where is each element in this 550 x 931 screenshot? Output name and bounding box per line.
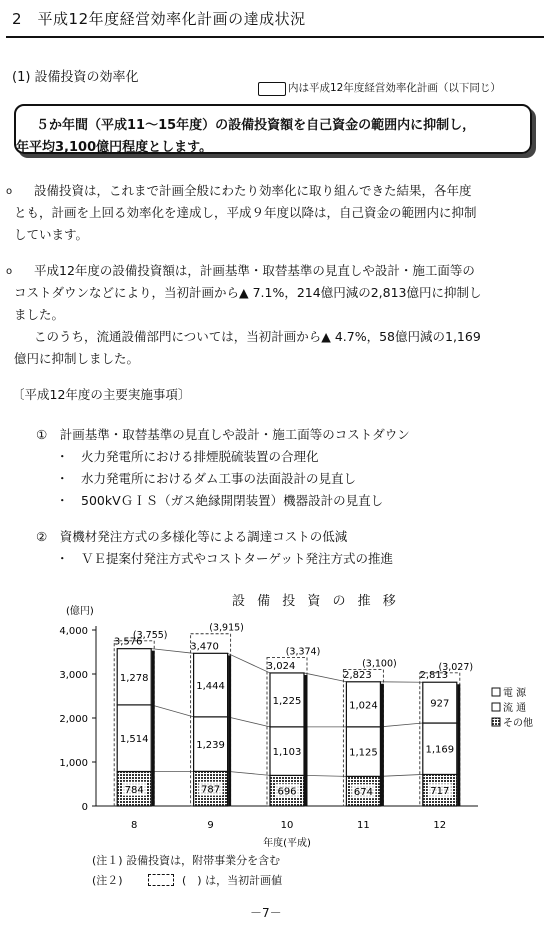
- connector-line: [380, 774, 422, 776]
- goal-line-1: ５か年間（平成11～15年度）の設備投資額を自己資金の範囲内に抑制し，: [36, 118, 476, 133]
- connector-line: [151, 705, 193, 717]
- goal-line-2: 年平均3,100億円程度とします。: [16, 140, 213, 155]
- chart-title: 設 備 投 資 の 推 移: [232, 594, 400, 609]
- plan-label: (3,100): [362, 658, 397, 670]
- measure-1-item: ・ 火力発電所における排煙脱硫装置の合理化: [56, 449, 319, 464]
- title-rule: [6, 36, 544, 38]
- section-heading: (1) 設備投資の効率化: [12, 70, 139, 85]
- data-label: 784: [124, 784, 144, 796]
- data-label: 717: [430, 786, 450, 798]
- bullet-mark: o: [6, 266, 13, 277]
- y-tick-label: 1,000: [59, 758, 88, 769]
- y-tick-label: 4,000: [59, 626, 88, 637]
- total-label: 2,813: [419, 670, 449, 682]
- measure-1-item: ・ 水力発電所におけるダム工事の法面設計の見直し: [56, 471, 357, 486]
- legend-label: 電 源: [503, 688, 527, 699]
- y-tick-label: 0: [81, 802, 88, 813]
- plan-label: (3,755): [132, 629, 168, 641]
- data-label: 1,024: [349, 700, 378, 712]
- data-label: 787: [201, 784, 221, 796]
- total-label: 2,823: [343, 669, 372, 681]
- data-label: 927: [430, 698, 450, 710]
- connector-line: [228, 717, 270, 727]
- connector-line: [304, 673, 346, 682]
- bullet-mark: o: [6, 186, 13, 197]
- y-tick-label: 3,000: [59, 670, 88, 681]
- paragraph-2-line-2: コストダウンなどにより，当初計画から▲ 7.1%，214億円減の2,813億円に抑制し: [14, 285, 482, 300]
- measure-2-item: ・ ＶＥ提案付発注方式やコストターゲット発注方式の推進: [56, 551, 394, 566]
- note-2-suffix: ( ) は，当初計画値: [182, 874, 283, 887]
- total-label: 3,470: [190, 641, 219, 653]
- data-label: 1,278: [119, 672, 149, 684]
- capex-chart: [0, 600, 550, 850]
- paragraph-2-line-4: このうち，流通設備部門については，当初計画から▲ 4.7%，58億円減の1,169: [34, 329, 481, 344]
- data-label: 1,169: [425, 744, 455, 756]
- note-1: (注１) 設備投資は，附帯事業分を含む: [92, 854, 281, 867]
- paragraph-1-line-3: しています。: [14, 227, 89, 242]
- data-label: 1,103: [272, 747, 302, 759]
- legend-swatch: [492, 703, 500, 711]
- y-axis-label: (億円): [66, 606, 94, 617]
- total-label: 3,024: [266, 660, 296, 672]
- connector-line: [151, 649, 193, 654]
- paragraph-1-line-1: 設備投資は，これまで計画全般にわたり効率化に取り組んできた結果，各年度: [34, 183, 472, 198]
- data-label: 696: [277, 786, 297, 798]
- x-tick-label: 11: [357, 820, 370, 831]
- page-number: －7－: [250, 906, 282, 920]
- y-tick-label: 2,000: [59, 714, 88, 725]
- data-label: 1,514: [119, 734, 149, 746]
- x-tick-label: 9: [207, 820, 214, 831]
- data-label: 1,239: [196, 740, 225, 752]
- data-label: 1,444: [196, 681, 225, 693]
- data-label: 1,125: [349, 747, 378, 759]
- page-title: 2 平成12年度経営効率化計画の達成状況: [12, 10, 306, 28]
- connector-line: [380, 723, 422, 727]
- paragraph-2-line-3: ました。: [14, 307, 65, 322]
- legend-swatch: [492, 718, 500, 726]
- x-tick-label: 10: [280, 820, 294, 831]
- connector-line: [228, 653, 270, 673]
- legend-label: 流 通: [503, 703, 527, 714]
- measure-1: ① 計画基準・取替基準の見直しや設計・施工面等のコストダウン: [36, 427, 410, 442]
- x-tick-label: 12: [433, 820, 447, 831]
- x-axis-label: 年度(平成): [263, 838, 311, 849]
- paragraph-1-line-2: とも，計画を上回る効率化を達成し，平成９年度以降は，自己資金の範囲内に抑制: [14, 205, 477, 220]
- plan-label: (3,915): [209, 622, 244, 634]
- paragraph-2-line-1: 平成12年度の設備投資額は，計画基準・取替基準の見直しや設計・施工面等の: [34, 263, 475, 278]
- legend-label: その他: [503, 718, 533, 729]
- total-label: 3,576: [113, 636, 143, 648]
- measure-1-item: ・ 500kVＧＩＳ（ガス絶縁開閉装置）機器設計の見直し: [56, 493, 384, 508]
- plan-legend-text: 内は平成12年度経営効率化計画（以下同じ）: [288, 82, 501, 94]
- plan-legend-box: [258, 82, 286, 96]
- note-2-prefix: (注２): [92, 874, 123, 887]
- measure-2: ② 資機材発注方式の多様化等による調達コストの低減: [36, 529, 348, 544]
- connector-line: [228, 771, 270, 775]
- plan-label: (3,027): [438, 661, 474, 673]
- note-2-dashed-box: [148, 874, 174, 886]
- plan-label: (3,374): [285, 646, 321, 658]
- x-tick-label: 8: [131, 820, 138, 831]
- paragraph-2-line-5: 億円に抑制しました。: [14, 351, 140, 366]
- legend-swatch: [492, 688, 500, 696]
- data-label: 674: [353, 787, 373, 799]
- connector-line: [304, 775, 346, 776]
- data-label: 1,225: [272, 695, 302, 707]
- measures-heading: 〔平成12年度の主要実施事項〕: [12, 387, 191, 402]
